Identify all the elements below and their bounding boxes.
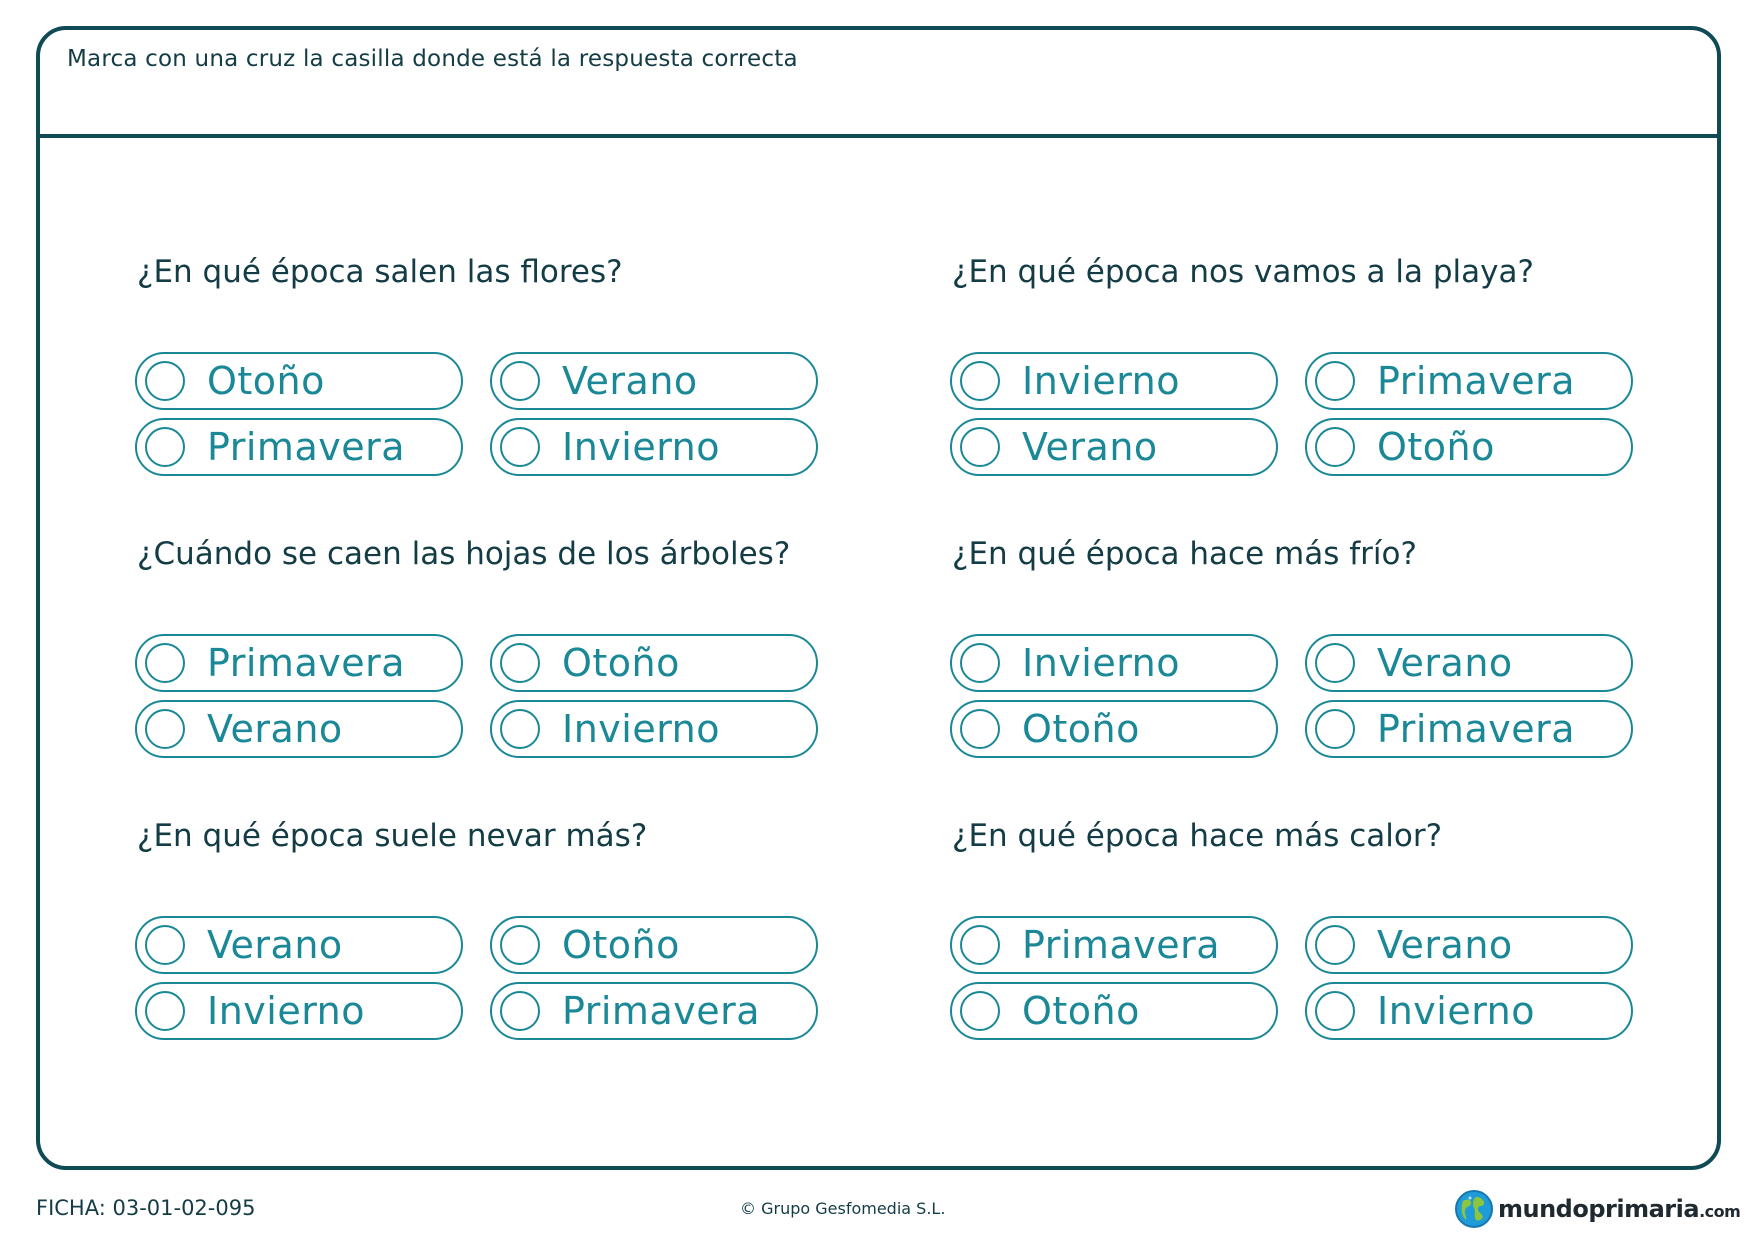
radio-circle-icon[interactable]	[960, 709, 1000, 749]
option-button[interactable]	[490, 700, 818, 758]
option-label: Verano	[1377, 923, 1513, 967]
radio-circle-icon[interactable]	[1315, 643, 1355, 683]
option-button[interactable]	[135, 982, 463, 1040]
option-label: Primavera	[562, 989, 761, 1033]
option-button[interactable]	[950, 700, 1278, 758]
question-text: ¿En qué época hace más frío?	[952, 536, 1417, 572]
radio-circle-icon[interactable]	[145, 925, 185, 965]
option-label: Verano	[207, 707, 343, 751]
option-label: Primavera	[1377, 707, 1576, 751]
question-text: ¿Cuándo se caen las hojas de los árboles?	[137, 536, 791, 572]
logo-main-text: mundoprimaria	[1498, 1195, 1700, 1223]
option-label: Invierno	[207, 989, 366, 1033]
radio-circle-icon[interactable]	[1315, 925, 1355, 965]
option-label: Primavera	[207, 641, 406, 685]
radio-circle-icon[interactable]	[500, 643, 540, 683]
radio-circle-icon[interactable]	[960, 361, 1000, 401]
instruction-text: Marca con una cruz la casilla donde está la respuesta correcta	[67, 46, 798, 72]
option-button[interactable]	[950, 982, 1278, 1040]
option-button[interactable]	[950, 418, 1278, 476]
option-button[interactable]	[135, 634, 463, 692]
option-label: Invierno	[1022, 359, 1181, 403]
option-label: Otoño	[1022, 989, 1140, 1033]
option-label: Otoño	[207, 359, 325, 403]
option-label: Otoño	[1022, 707, 1140, 751]
option-button[interactable]	[950, 634, 1278, 692]
option-button[interactable]	[1305, 634, 1633, 692]
question-text: ¿En qué época nos vamos a la playa?	[952, 254, 1534, 290]
question-text: ¿En qué época suele nevar más?	[137, 818, 648, 854]
globe-logo-icon	[1454, 1189, 1494, 1229]
radio-circle-icon[interactable]	[145, 709, 185, 749]
radio-circle-icon[interactable]	[500, 925, 540, 965]
logo-suffix-text: .com	[1699, 1202, 1741, 1221]
radio-circle-icon[interactable]	[960, 643, 1000, 683]
option-label: Primavera	[207, 425, 406, 469]
worksheet-code: FICHA: 03-01-02-095	[36, 1196, 256, 1220]
radio-circle-icon[interactable]	[1315, 991, 1355, 1031]
option-button[interactable]	[490, 982, 818, 1040]
logo-wordmark	[1498, 1195, 1740, 1223]
option-label: Otoño	[1377, 425, 1495, 469]
option-button[interactable]	[1305, 352, 1633, 410]
option-button[interactable]	[135, 352, 463, 410]
option-button[interactable]	[135, 418, 463, 476]
option-button[interactable]	[490, 634, 818, 692]
option-label: Otoño	[562, 641, 680, 685]
option-button[interactable]	[950, 916, 1278, 974]
option-label: Invierno	[1022, 641, 1181, 685]
header-divider	[40, 134, 1717, 138]
option-button[interactable]	[1305, 916, 1633, 974]
radio-circle-icon[interactable]	[960, 427, 1000, 467]
option-button[interactable]	[490, 418, 818, 476]
question-text: ¿En qué época hace más calor?	[952, 818, 1443, 854]
worksheet-card	[36, 26, 1721, 1170]
radio-circle-icon[interactable]	[960, 925, 1000, 965]
option-label: Verano	[207, 923, 343, 967]
option-label: Verano	[1022, 425, 1158, 469]
option-button[interactable]	[1305, 418, 1633, 476]
radio-circle-icon[interactable]	[145, 427, 185, 467]
option-button[interactable]	[135, 700, 463, 758]
option-button[interactable]	[950, 352, 1278, 410]
option-button[interactable]	[1305, 700, 1633, 758]
radio-circle-icon[interactable]	[500, 427, 540, 467]
option-label: Invierno	[562, 425, 721, 469]
option-label: Verano	[1377, 641, 1513, 685]
radio-circle-icon[interactable]	[1315, 709, 1355, 749]
radio-circle-icon[interactable]	[500, 991, 540, 1031]
radio-circle-icon[interactable]	[145, 991, 185, 1031]
radio-circle-icon[interactable]	[500, 709, 540, 749]
option-label: Verano	[562, 359, 698, 403]
copyright-text: © Grupo Gesfomedia S.L.	[740, 1199, 946, 1218]
option-button[interactable]	[135, 916, 463, 974]
radio-circle-icon[interactable]	[960, 991, 1000, 1031]
question-text: ¿En qué época salen las flores?	[137, 254, 623, 290]
radio-circle-icon[interactable]	[1315, 427, 1355, 467]
option-label: Otoño	[562, 923, 680, 967]
radio-circle-icon[interactable]	[500, 361, 540, 401]
site-logo[interactable]	[1454, 1189, 1740, 1229]
option-button[interactable]	[1305, 982, 1633, 1040]
radio-circle-icon[interactable]	[145, 361, 185, 401]
option-label: Invierno	[562, 707, 721, 751]
option-label: Primavera	[1377, 359, 1576, 403]
option-button[interactable]	[490, 352, 818, 410]
option-label: Primavera	[1022, 923, 1221, 967]
option-button[interactable]	[490, 916, 818, 974]
radio-circle-icon[interactable]	[145, 643, 185, 683]
radio-circle-icon[interactable]	[1315, 361, 1355, 401]
option-label: Invierno	[1377, 989, 1536, 1033]
